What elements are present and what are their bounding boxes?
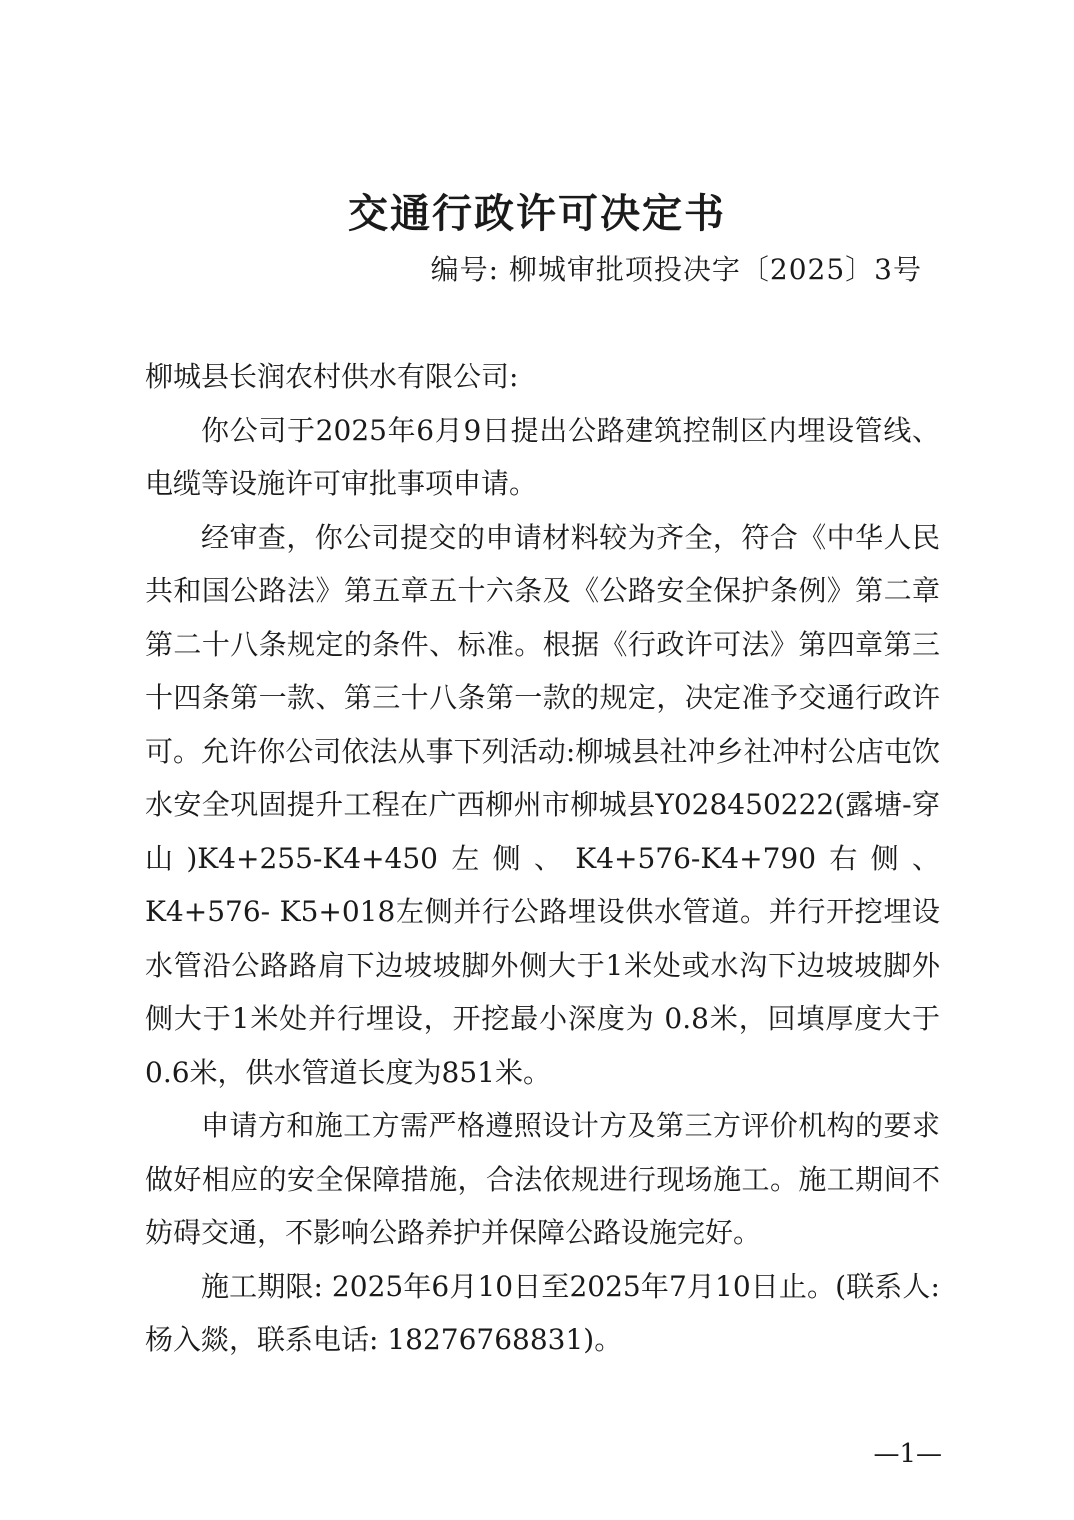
salutation: 柳城县长润农村供水有限公司:	[145, 360, 519, 393]
paragraph-review-decision: 经审查，你公司提交的申请材料较为齐全，符合《中华人民共和国公路法》第五章五十六条及《公路安全保护条例》第二章第二十八条规定的条件、标准。根据《行政许可法》第四章第三十四条第一款、第三十八条第一款的规定，决定准予交通行政许可。允许你公司依法从事下列活动:柳城县社冲乡社冲村公店屯饮水安全巩固提升工程在广西柳州市柳城县Y028450222(露塘-穿山)K4+255-K4+450左侧、K4+576-K4+790右侧、K4+576- K5+018左侧并行公路埋设供水管道。并行开挖埋设水管沿公路路肩下边坡坡脚外侧大于1米处或水沟下边坡坡脚外侧大于1米处并行埋设，开挖最小深度为 0.8米，回填厚度大于 0.6米，供水管道长度为851米。	[145, 520, 940, 1089]
paragraph-application: 你公司于2025年6月9日提出公路建筑控制区内埋设管线、电缆等设施许可审批事项申请。	[145, 413, 940, 500]
document-number: 编号: 柳城审批项投决字〔2025〕3号	[430, 253, 922, 286]
paragraph-construction-period: 施工期限: 2025年6月10日至2025年7月10日止。(联系人: 杨入燚，联系电话: 18276768831)。	[145, 1269, 940, 1356]
paragraph-safety-requirements: 申请方和施工方需严格遵照设计方及第三方评价机构的要求做好相应的安全保障措施，合法依规进行现场施工。施工期间不妨碍交通，不影响公路养护并保障公路设施完好。	[145, 1109, 940, 1249]
document-body	[145, 350, 940, 1367]
page-number: —1—	[873, 1439, 942, 1469]
document-title: 交通行政许可决定书	[348, 190, 726, 237]
